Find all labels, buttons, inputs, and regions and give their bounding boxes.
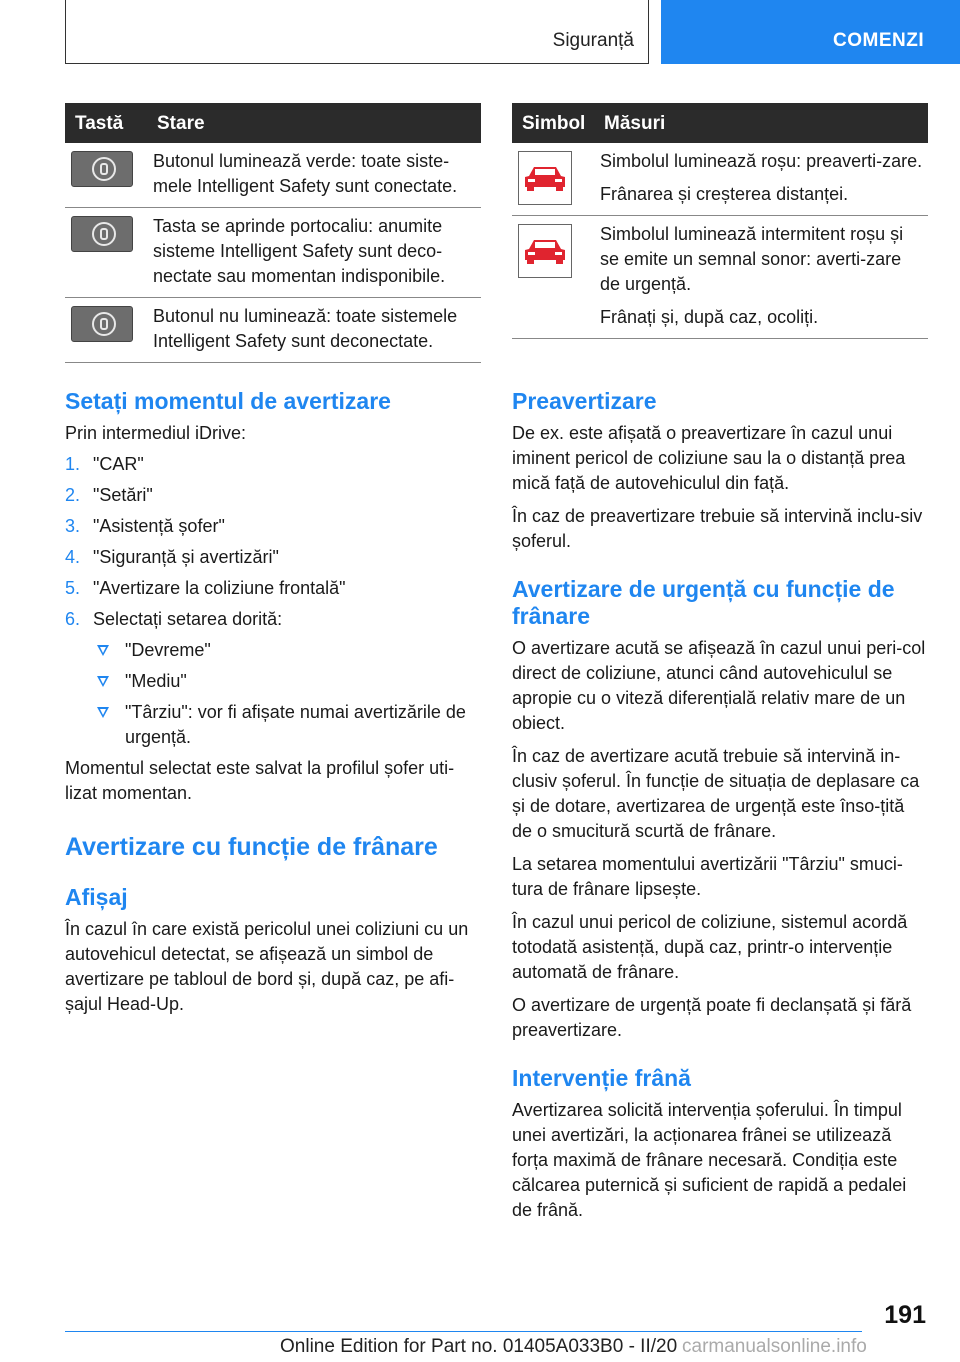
- list-item: 5. "Avertizare la coliziune frontală": [65, 578, 346, 598]
- section-heading: Avertizare cu funcție de frânare: [65, 833, 438, 861]
- paragraph: În caz de avertizare acută trebuie să intervină in-clusiv șoferul. În funcție de situația de deplasare ca și de dotare, avertizarea de urgență este înso-țită de o smucitură scurtă de frânare.: [512, 746, 920, 841]
- intelligent-safety-button-icon: [71, 306, 133, 342]
- row-status-text: Tasta se aprinde portocaliu: anumite sisteme Intelligent Safety sunt deco-nectate sau momentan indisponibile.: [153, 216, 446, 286]
- paragraph: O avertizare de urgență poate fi declanșată și fără preavertizare.: [512, 995, 912, 1040]
- key-col-header: Tastă: [65, 103, 147, 143]
- saved-note: Momentul selectat este salvat la profilul șofer uti-lizat momentan.: [65, 758, 455, 803]
- section-heading: Avertizare de urgență cu funcție de frânare: [512, 576, 895, 629]
- right-column: [512, 388, 928, 1223]
- list-item: 2. "Setări": [65, 485, 153, 505]
- section-heading: Setați momentul de avertizare: [65, 388, 391, 414]
- table-row: [65, 298, 481, 363]
- row-action-text: Simbolul luminează intermitent roșu și se emite un semnal sonor: averti-zare de urgență.: [600, 224, 904, 294]
- footer-divider: [65, 1331, 862, 1332]
- status-col-header: Stare: [147, 103, 481, 143]
- paragraph: Avertizarea solicită intervenția șoferului. În timpul unei avertizări, la acționarea frânei se utilizează forța maximă de frânare necesară. Condiția este călcarea puternică și suficient de rapidă a pedalei de frână.: [512, 1100, 907, 1220]
- subsection-heading: Afișaj: [65, 884, 128, 910]
- left-column: [65, 388, 481, 1017]
- watermark-text: carmanualsonline.info: [682, 1336, 867, 1357]
- header-chapter-tab[interactable]: [661, 0, 960, 64]
- row-action-text: Frânați și, după caz, ocoliți.: [600, 307, 819, 327]
- action-col-header: Măsuri: [594, 103, 928, 143]
- steps-list: [65, 452, 481, 632]
- row-status-text: Butonul nu luminează: toate sistemele Intelligent Safety sunt deconectate.: [153, 306, 458, 351]
- list-item: "Devreme": [65, 638, 481, 663]
- car-warning-icon: [518, 151, 572, 205]
- header-chapter-title: COMENZI: [833, 30, 925, 51]
- table-row: [65, 208, 481, 298]
- list-item: 1. "CAR": [65, 454, 144, 474]
- triangle-bullet-icon: [97, 645, 109, 656]
- key-status-table: [65, 103, 481, 363]
- table-row: [512, 143, 928, 216]
- row-action-text: Frânarea și creșterea distanței.: [600, 184, 849, 204]
- list-item: "Târziu": vor fi afișate numai avertizările de urgență.: [65, 700, 481, 750]
- paragraph: În cazul unui pericol de coliziune, sistemul acordă totodată asistență, după caz, printr-o intervenție automată de frânare.: [512, 912, 908, 982]
- paragraph: În caz de preavertizare trebuie să intervină inclu-siv șoferul.: [512, 506, 923, 551]
- table-row: [512, 216, 928, 339]
- row-status-text: Butonul luminează verde: toate siste-mele Intelligent Safety sunt conectate.: [153, 151, 458, 196]
- paragraph: La setarea momentului avertizării "Târziu" smuci-tura de frânare lipsește.: [512, 854, 903, 899]
- list-item: 4. "Siguranță și avertizări": [65, 547, 279, 567]
- footer-edition-text: Online Edition for Part no. 01405A033B0 - II/20: [280, 1336, 678, 1357]
- triangle-bullet-icon: [97, 676, 109, 687]
- intro-text: Prin intermediul iDrive:: [65, 423, 247, 443]
- table-row: [65, 143, 481, 208]
- symbol-action-table: [512, 103, 928, 339]
- list-item: 6. Selectați setarea dorită:: [65, 609, 283, 629]
- list-item: "Mediu": [65, 669, 481, 694]
- section-heading: Preavertizare: [512, 388, 657, 414]
- page-number: 191: [884, 1301, 926, 1329]
- paragraph: O avertizare acută se afișează în cazul unui peri-col direct de coliziune, atunci când autovehiculul se apropie cu o viteză diferențială relativ mare de un obiect.: [512, 638, 926, 733]
- car-warning-icon: [518, 224, 572, 278]
- row-action-text: Simbolul luminează roșu: preaverti-zare.: [600, 151, 923, 171]
- symbol-col-header: Simbol: [512, 103, 594, 143]
- list-item: 3. "Asistență șofer": [65, 516, 225, 536]
- options-list: [65, 638, 481, 750]
- afisaj-text: În cazul în care există pericolul unei coliziuni cu un autovehicul detectat, se afișează un simbol de avertizare pe tabloul de bord și, după caz, pe afi-șajul Head-Up.: [65, 919, 469, 1014]
- intelligent-safety-button-icon: [71, 216, 133, 252]
- header-section-box: [65, 0, 649, 64]
- section-heading: Intervenție frână: [512, 1065, 691, 1091]
- header-section-title: Siguranță: [552, 30, 634, 51]
- triangle-bullet-icon: [97, 707, 109, 718]
- intelligent-safety-button-icon: [71, 151, 133, 187]
- paragraph: De ex. este afișată o preavertizare în cazul unui iminent pericol de coliziune sau la o distanță prea mică față de autovehiculul din față.: [512, 423, 906, 493]
